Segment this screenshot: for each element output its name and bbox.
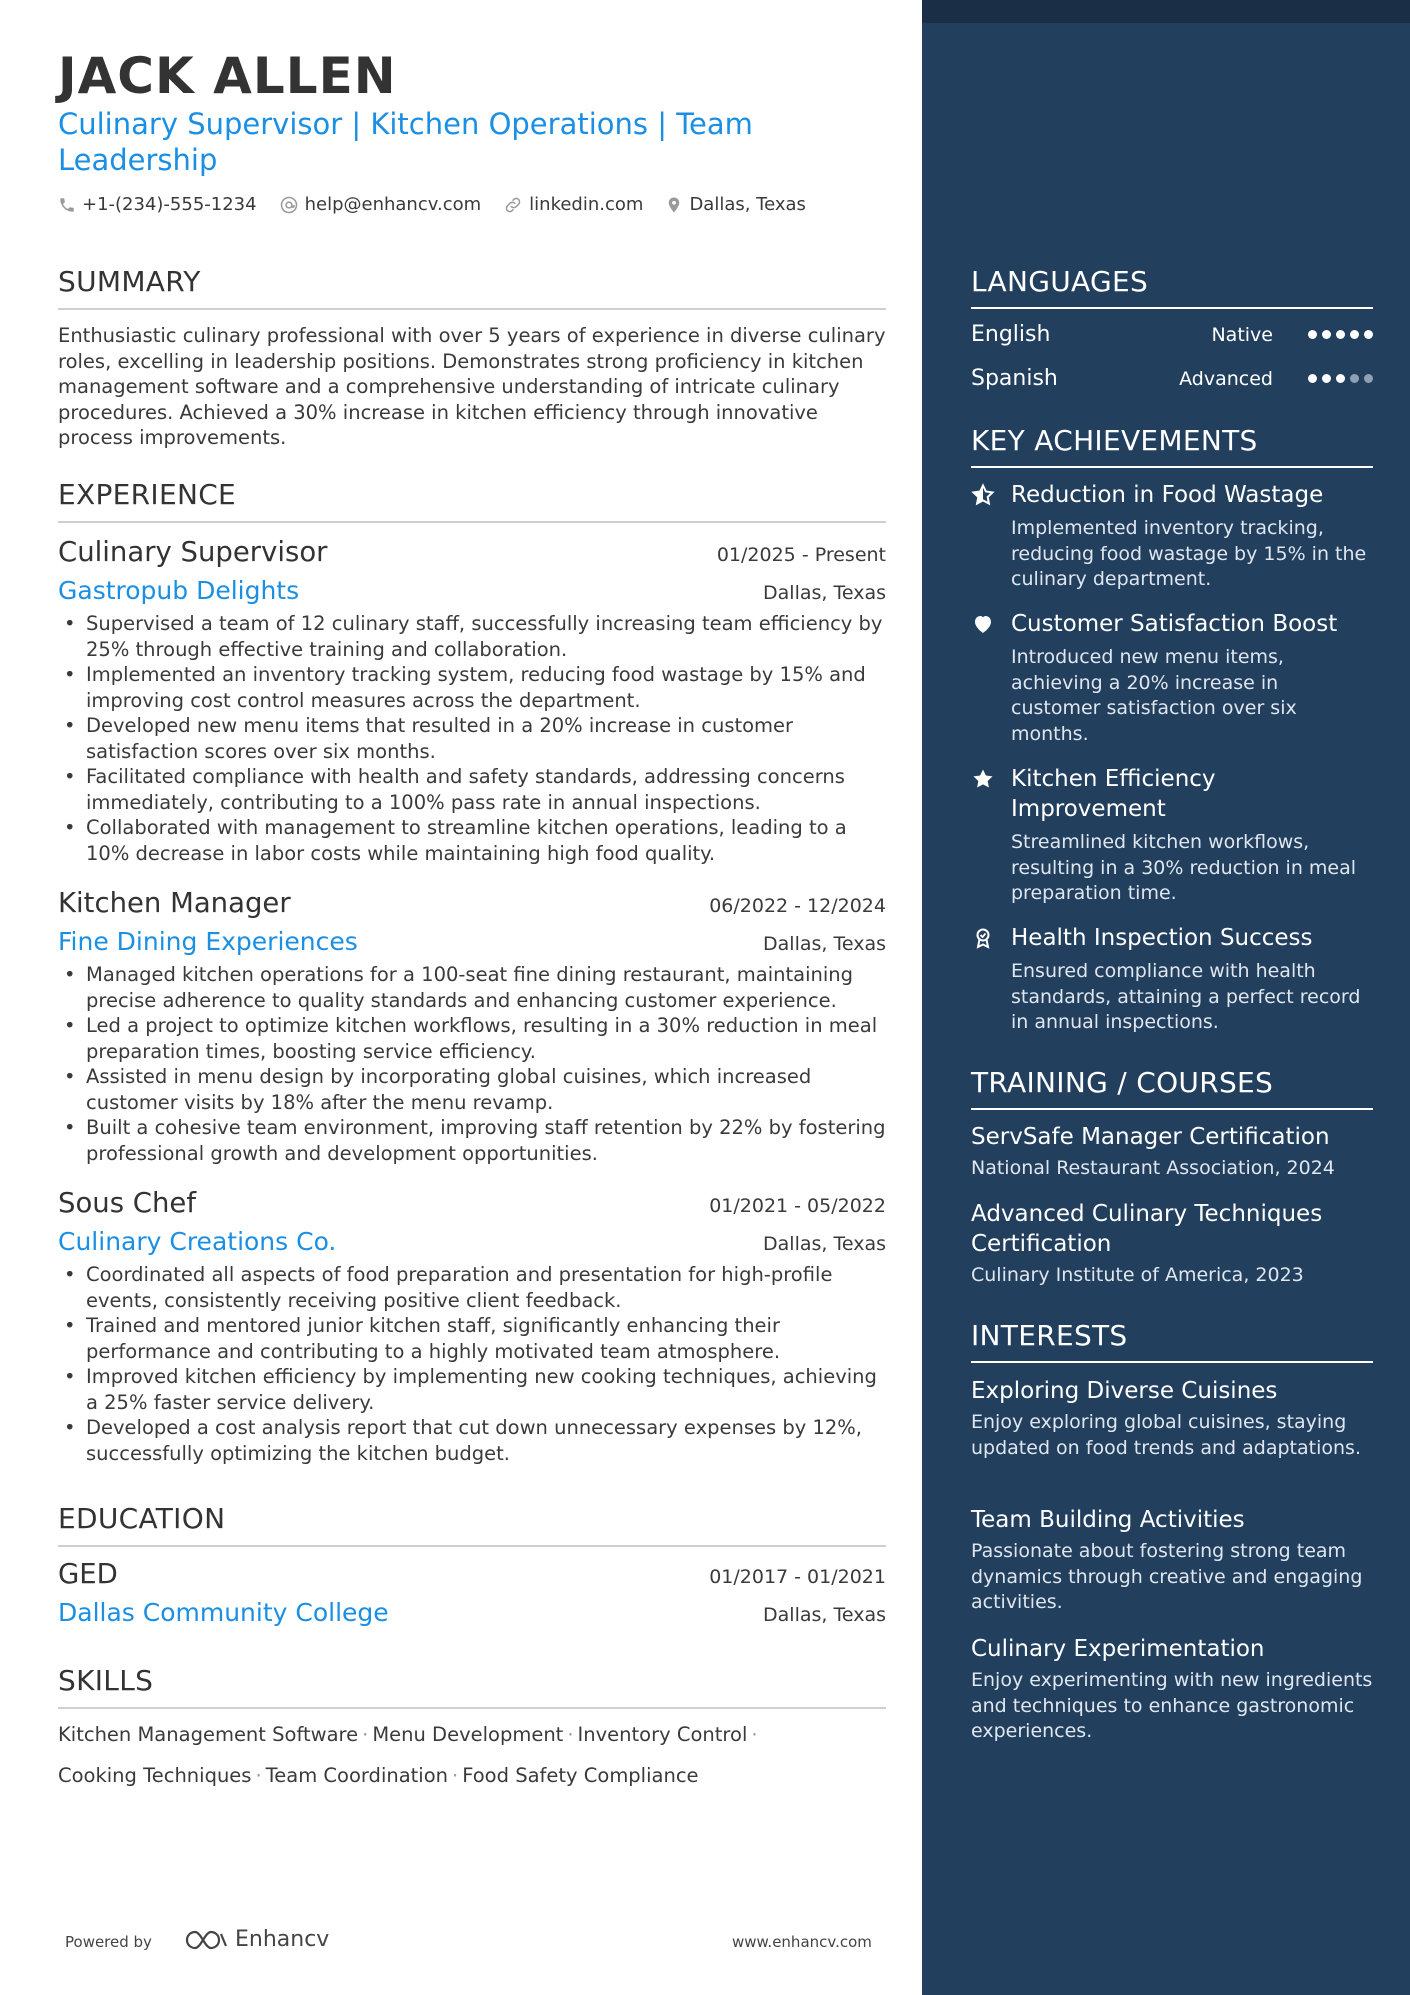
job-bullets: [58, 962, 886, 1166]
summary-text: Enthusiastic culinary professional with over 5 years of experience in diverse culinary roles, excelling in leadership positions. Demonstrates strong proficiency in kitchen management software and a comprehensive understanding of intricate culinary procedures. Achieved a 30% increase in kitchen efficiency through innovative process improvements.: [58, 324, 886, 449]
language-level: Native: [1211, 323, 1273, 346]
heart-icon: [971, 612, 995, 636]
language-name: English: [971, 322, 1051, 347]
education-entry: [58, 1558, 886, 1627]
language-level: Advanced: [1179, 367, 1273, 390]
interest-desc: Enjoy exploring global cuisines, staying updated on food trends and adaptations.: [971, 1411, 1361, 1459]
achievement-item: [971, 609, 1373, 747]
job-company[interactable]: Fine Dining Experiences: [58, 927, 358, 956]
job-entry: [58, 1187, 886, 1466]
achievement-title: Health Inspection Success: [1011, 925, 1313, 951]
bullet: • Assisted in menu design by incorporating global cuisines, which increased customer visits by 18% after the menu revamp.: [58, 1064, 886, 1115]
powered-by-label: Powered by: [65, 1933, 152, 1951]
job-entry: [58, 887, 886, 1166]
summary-heading: SUMMARY: [58, 265, 886, 310]
interest-item: [971, 1634, 1373, 1745]
job-dates: 01/2025 - Present: [716, 544, 886, 566]
level-dot: [1322, 374, 1331, 383]
achievement-desc: Streamlined kitchen workflows, resulting in a 30% reduction in meal preparation time.: [1011, 831, 1357, 904]
course-title: ServSafe Manager Certification: [971, 1124, 1330, 1150]
education-dates: 01/2017 - 01/2021: [709, 1566, 886, 1588]
skill-item: Food Safety Compliance: [462, 1764, 699, 1787]
bullet: • Facilitated compliance with health and safety standards, addressing concerns immediately, contributing to a 100% pass rate in annual inspections.: [58, 764, 886, 815]
star-icon: [971, 767, 995, 791]
job-role: Culinary Supervisor: [58, 536, 328, 568]
location-text: Dallas, Texas: [689, 194, 806, 215]
achievement-item: [971, 764, 1373, 907]
bullet: • Supervised a team of 12 culinary staff, successfully increasing team efficiency by 25% through effective training and collaboration.: [58, 611, 886, 662]
job-entry: [58, 536, 886, 866]
bullet: • Improved kitchen efficiency by implementing new cooking techniques, achieving a 25% faster service delivery.: [58, 1364, 886, 1415]
phone-text: +1-(234)-555-1234: [82, 194, 257, 215]
interest-desc: Passionate about fostering strong team dynamics through creative and engaging activities.: [971, 1540, 1363, 1613]
enhancv-logo[interactable]: [183, 1927, 329, 1952]
education-location: Dallas, Texas: [763, 1604, 886, 1626]
bullet: • Built a cohesive team environment, improving staff retention by 22% by fostering professional growth and development opportunities.: [58, 1115, 886, 1166]
contact-linkedin[interactable]: [503, 194, 643, 215]
job-dates: 06/2022 - 12/2024: [709, 895, 886, 917]
interest-title: Culinary Experimentation: [971, 1636, 1265, 1662]
achievement-title: Reduction in Food Wastage: [1011, 482, 1324, 508]
language-row: [971, 322, 1373, 347]
job-location: Dallas, Texas: [763, 582, 886, 604]
bullet: • Developed new menu items that resulted in a 20% increase in customer satisfaction scores over six months.: [58, 713, 886, 764]
achievement-title: Customer Satisfaction Boost: [1011, 611, 1338, 637]
skills-line: Cooking Techniques · Team Coordination · Food Safety Compliance: [58, 1764, 699, 1787]
contact-location: [665, 194, 806, 215]
sidebar: [922, 0, 1410, 1995]
job-bullets: [58, 1262, 886, 1466]
interest-title: Exploring Diverse Cuisines: [971, 1378, 1278, 1404]
skill-item: Cooking Techniques: [58, 1764, 252, 1787]
contact-bar: [58, 194, 828, 215]
footer-url[interactable]: www.enhancv.com: [732, 1933, 872, 1951]
language-name: Spanish: [971, 366, 1058, 391]
contact-email[interactable]: [279, 194, 482, 215]
job-bullets: [58, 611, 886, 866]
level-dot: [1308, 330, 1317, 339]
at-icon: [279, 195, 299, 215]
course-item: [971, 1199, 1373, 1288]
job-role: Sous Chef: [58, 1187, 197, 1219]
interest-desc: Enjoy experimenting with new ingredients and techniques to enhance gastronomic experiences.: [971, 1669, 1373, 1742]
candidate-name: JACK ALLEN: [58, 47, 397, 105]
achievement-title: Kitchen Efficiency Improvement: [1011, 766, 1216, 822]
star-outline-icon: [971, 483, 995, 507]
bullet: • Led a project to optimize kitchen workflows, resulting in a 30% reduction in meal preparation times, boosting service efficiency.: [58, 1013, 886, 1064]
bullet: • Implemented an inventory tracking system, reducing food wastage by 15% and improving cost control measures across the department.: [58, 662, 886, 713]
linkedin-text: linkedin.com: [529, 194, 644, 215]
interest-title: Team Building Activities: [971, 1507, 1245, 1533]
language-row: [971, 366, 1373, 391]
award-icon: [971, 926, 995, 950]
job-location: Dallas, Texas: [763, 1233, 886, 1255]
email-text: help@enhancv.com: [304, 194, 482, 215]
education-heading: EDUCATION: [58, 1502, 886, 1547]
achievement-desc: Introduced new menu items, achieving a 20% increase in customer satisfaction over six months.: [1011, 646, 1297, 745]
bullet: • Developed a cost analysis report that cut down unnecessary expenses by 12%, successfully optimizing the kitchen budget.: [58, 1415, 886, 1466]
bullet: • Managed kitchen operations for a 100-seat fine dining restaurant, maintaining precise adherence to quality standards and enhancing customer experience.: [58, 962, 886, 1013]
achievements-heading: KEY ACHIEVEMENTS: [971, 424, 1373, 468]
job-dates: 01/2021 - 05/2022: [709, 1195, 886, 1217]
skills-line: Kitchen Management Software · Menu Development · Inventory Control ·: [58, 1723, 758, 1746]
education-degree: GED: [58, 1558, 118, 1590]
bullet: • Collaborated with management to streamline kitchen operations, leading to a 10% decrease in labor costs while maintaining high food quality.: [58, 815, 886, 866]
training-heading: TRAINING / COURSES: [971, 1066, 1373, 1110]
skill-item: Menu Development: [372, 1723, 564, 1746]
level-dot: [1364, 330, 1373, 339]
contact-phone[interactable]: [58, 194, 257, 215]
level-dot: [1336, 330, 1345, 339]
job-company[interactable]: Gastropub Delights: [58, 576, 300, 605]
bullet: • Trained and mentored junior kitchen staff, significantly enhancing their performance and contributing to a highly motivated team atmosphere.: [58, 1313, 886, 1364]
experience-heading: EXPERIENCE: [58, 478, 886, 523]
skills-heading: SKILLS: [58, 1664, 886, 1709]
course-org: National Restaurant Association, 2024: [971, 1157, 1335, 1179]
headline: Culinary Supervisor | Kitchen Operations | Team Leadership: [58, 107, 753, 177]
course-item: [971, 1122, 1373, 1181]
level-dot: [1336, 374, 1345, 383]
achievement-desc: Ensured compliance with health standards, attaining a perfect record in annual inspections.: [1011, 960, 1361, 1033]
location-pin-icon: [665, 195, 683, 215]
skill-item: Team Coordination: [265, 1764, 449, 1787]
level-dot: [1308, 374, 1317, 383]
interests-heading: INTERESTS: [971, 1319, 1373, 1363]
level-dot: [1350, 374, 1359, 383]
achievement-item: [971, 480, 1373, 593]
level-dot: [1350, 330, 1359, 339]
sidebar-topbar: [922, 0, 1410, 23]
level-dot: [1364, 374, 1373, 383]
bullet: • Coordinated all aspects of food preparation and presentation for high-profile events, consistently receiving positive client feedback.: [58, 1262, 886, 1313]
level-dot: [1322, 330, 1331, 339]
link-icon: [503, 195, 523, 215]
education-school[interactable]: Dallas Community College: [58, 1598, 389, 1627]
achievement-desc: Implemented inventory tracking, reducing food wastage by 15% in the culinary department.: [1011, 517, 1367, 590]
achievement-item: [971, 923, 1373, 1036]
interest-item: [971, 1505, 1373, 1616]
course-org: Culinary Institute of America, 2023: [971, 1264, 1304, 1286]
language-dots: [1303, 330, 1373, 339]
enhancv-brand: Enhancv: [235, 1927, 330, 1952]
phone-icon: [58, 196, 76, 214]
job-role: Kitchen Manager: [58, 887, 291, 919]
skill-item: Inventory Control: [577, 1723, 748, 1746]
enhancv-logo-icon: [183, 1928, 229, 1952]
job-location: Dallas, Texas: [763, 933, 886, 955]
interest-item: [971, 1376, 1373, 1461]
language-dots: [1303, 374, 1373, 383]
skills-list: [58, 1714, 886, 1796]
course-title: Advanced Culinary Techniques Certification: [971, 1201, 1323, 1257]
job-company[interactable]: Culinary Creations Co.: [58, 1227, 337, 1256]
skill-item: Kitchen Management Software: [58, 1723, 359, 1746]
languages-heading: LANGUAGES: [971, 265, 1373, 309]
